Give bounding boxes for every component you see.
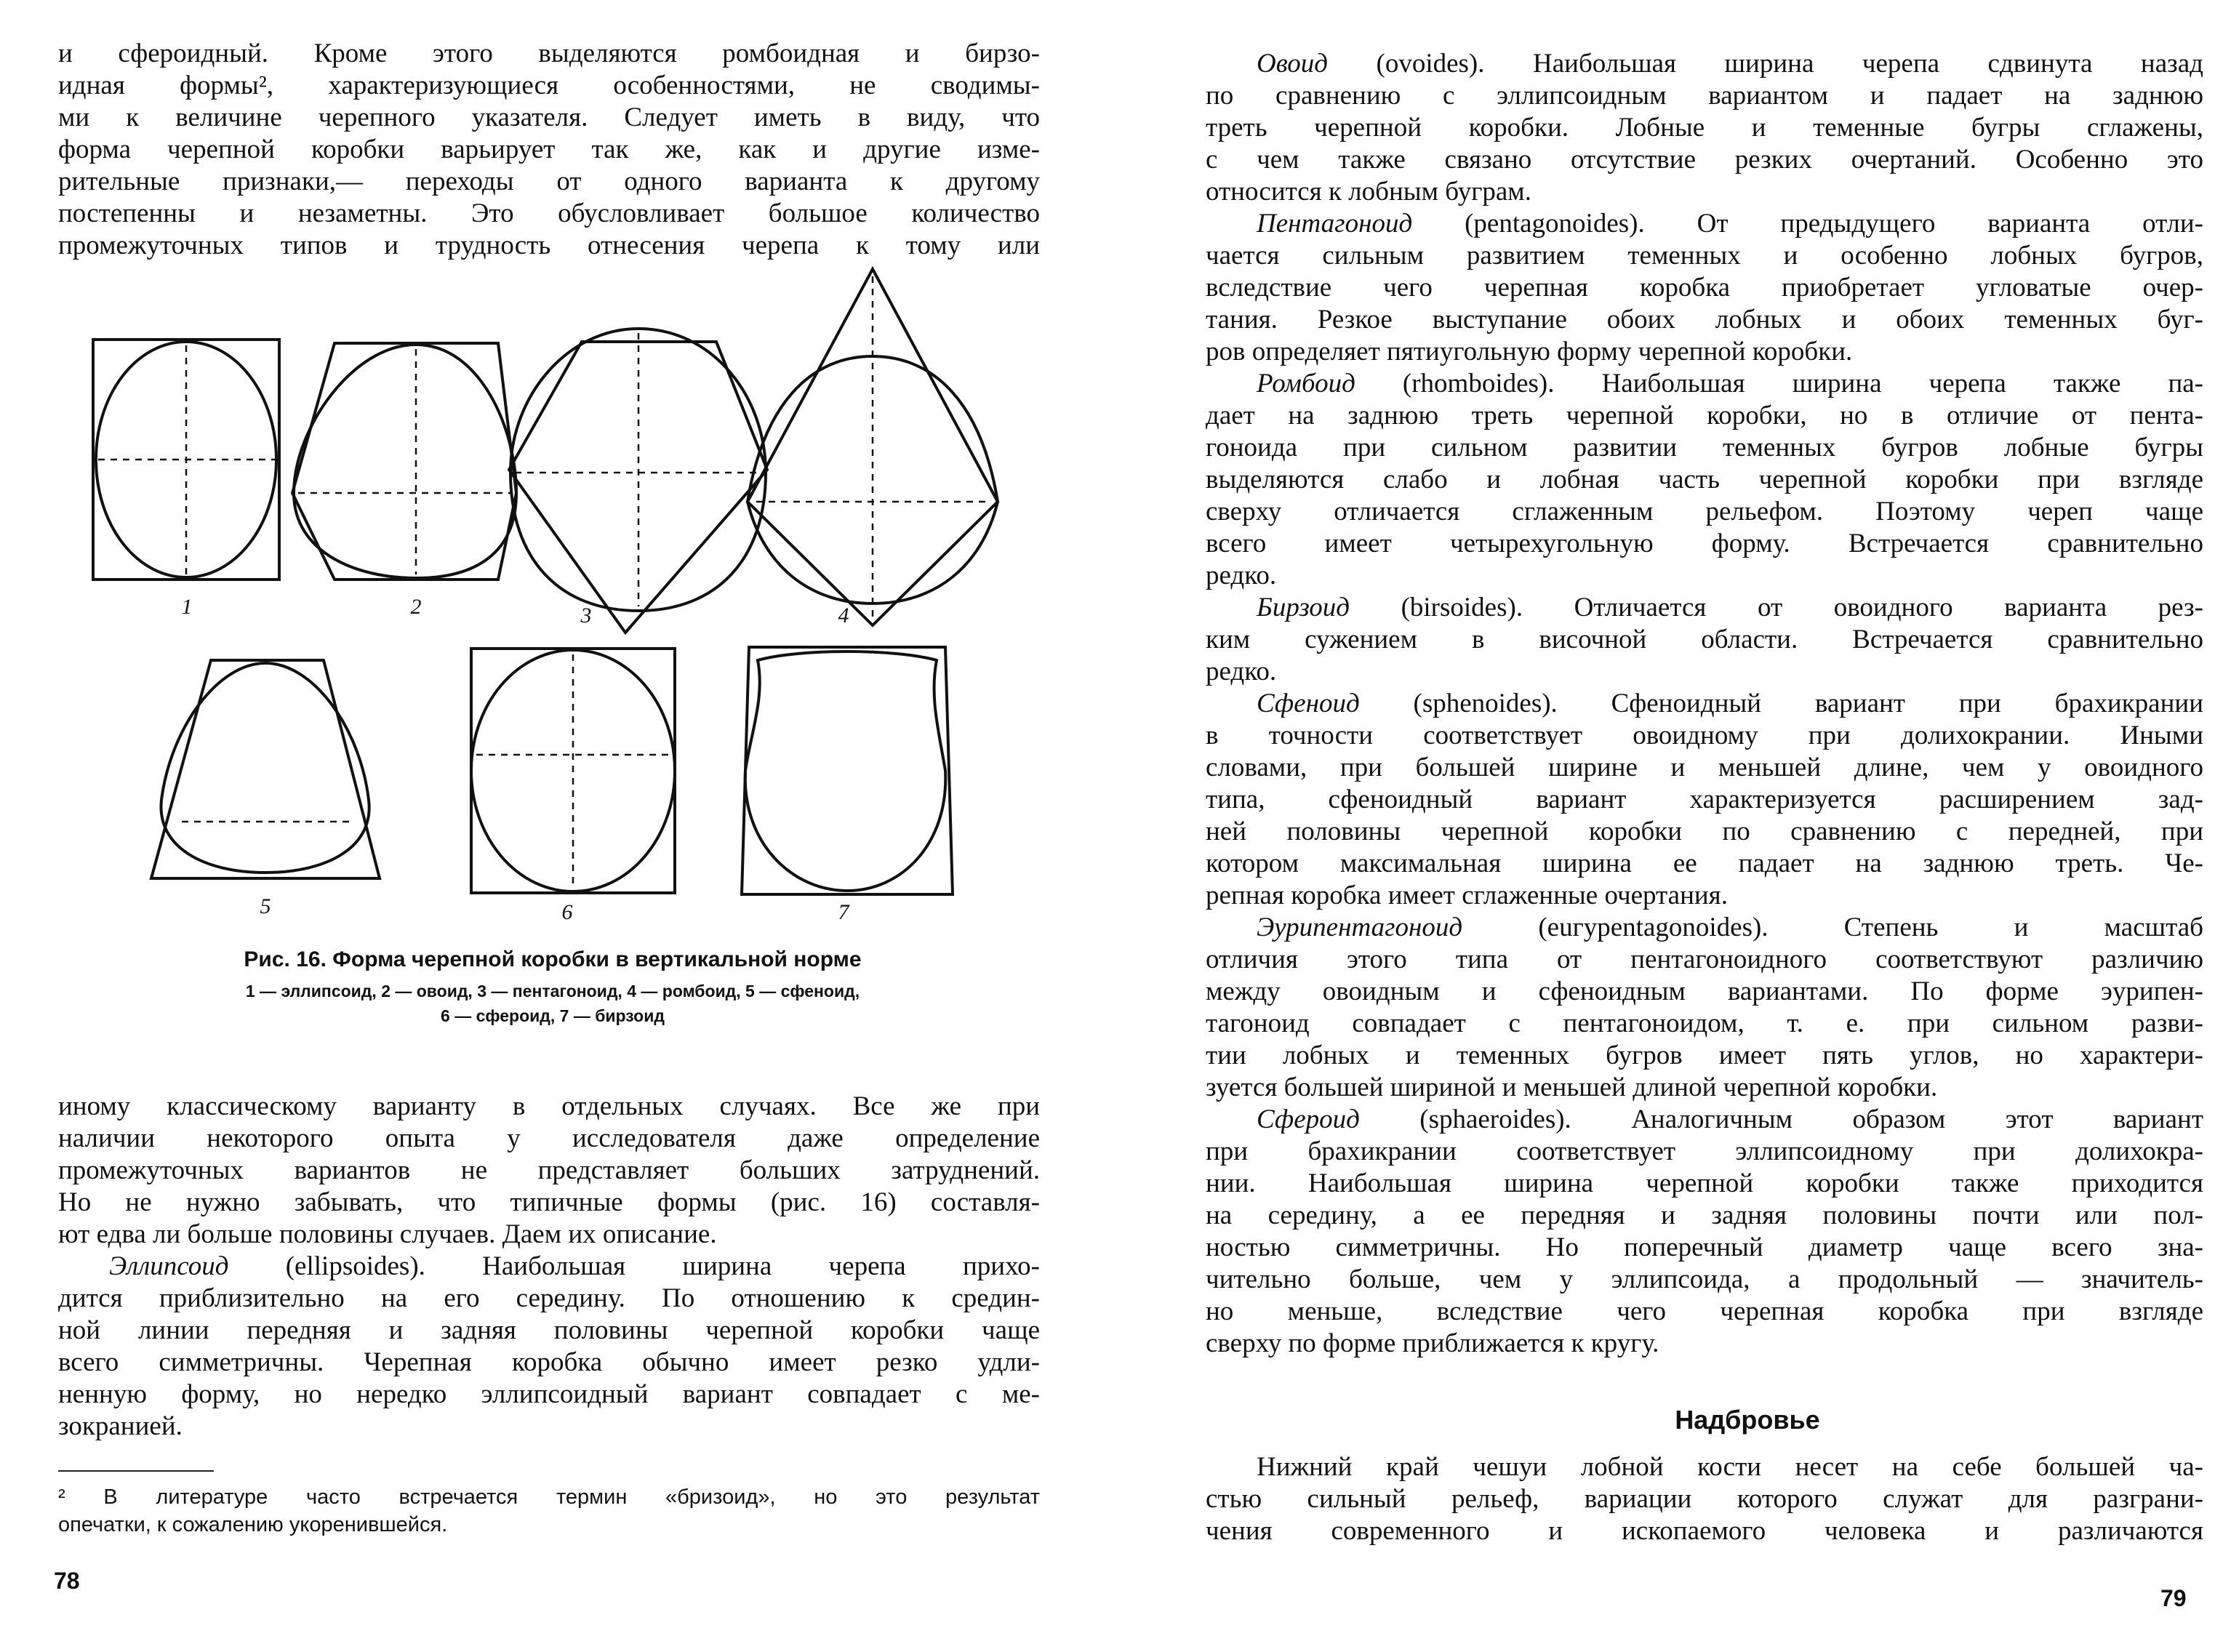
text-line: всего симметричны. Черепная коробка обычно имеет резко удли- xyxy=(58,1347,1040,1377)
section-heading: Надбровье xyxy=(1675,1405,1820,1435)
text-line: идная формы², характеризующиеся особенностями, не сводимы- xyxy=(58,71,1040,100)
text-line: ной линии передняя и задняя половины черепной коробки чаще xyxy=(58,1315,1040,1345)
term-birsoid: Бирзоид xyxy=(1257,593,1350,622)
text-line: тания. Резкое выступание обоих лобных и обоих теменных буг- xyxy=(1206,305,2203,334)
term-ovoid: Овоид xyxy=(1257,49,1329,79)
text-line: ми к величине черепного указателя. Следует иметь в виду, что xyxy=(58,103,1040,132)
text-line: ют едва ли больше половины случаев. Даем их описание. xyxy=(58,1219,717,1249)
text-line: котором максимальная ширина ее падает на заднюю треть. Че- xyxy=(1206,849,2203,878)
text-line: тии лобных и теменных бугров имеет пять углов, но характери- xyxy=(1206,1040,2203,1070)
text-line: словами, при большей ширине и меньшей длине, чем у овоидного xyxy=(1206,753,2203,782)
text-line: дает на заднюю треть черепной коробки, но в отличие от пента- xyxy=(1206,401,2203,430)
figure-number: 3 xyxy=(580,604,592,627)
text-line: стью сильный рельеф, вариации которого служат для разграни- xyxy=(1206,1484,2203,1514)
page-number-right: 79 xyxy=(2160,1585,2187,1611)
text-line: между овоидным и сфеноидным вариантами. По форме эурипен- xyxy=(1206,977,2203,1006)
shape-pentagonoid xyxy=(509,329,767,633)
text-line: сверху по форме приближается к кругу. xyxy=(1206,1328,1659,1358)
text-line: относится к лобным буграм. xyxy=(1206,177,1531,206)
text-line: постепенны и незаметны. Это обусловливает большое количество xyxy=(58,199,1040,228)
term-rhomboid: Ромбоид xyxy=(1257,369,1355,398)
term-eurypentagonoid: Эурипентагоноид xyxy=(1257,913,1463,942)
paragraph-eurypentagonoid-first-line: Эурипентагоноид (euгуpentagonoides). Степень и масштаб xyxy=(1257,913,2203,942)
text-line: наличии некоторого опыта у исследователя даже определение xyxy=(58,1123,1040,1153)
text-line: чительно больше, чем у эллипсоида, а продольный — значитель- xyxy=(1206,1264,2203,1294)
text-line: ким сужением в височной области. Встречается сравнительно xyxy=(1206,625,2203,654)
text-line: тагоноид совпадает с пентагоноидом, т. е. при сильном разви- xyxy=(1206,1009,2203,1038)
right-page xyxy=(1111,0,2223,1652)
text-line: промежуточных вариантов не представляет больших затруднений. xyxy=(58,1155,1040,1185)
text-line: рительные признаки,— переходы от одного варианта к другому xyxy=(58,167,1040,196)
text-line: дится приблизительно на его середину. По отношению к средин- xyxy=(58,1283,1040,1313)
term-sphenoid: Сфеноид xyxy=(1257,689,1360,718)
text-line: промежуточных типов и трудность отнесения черепа к тому или xyxy=(58,230,1040,260)
text-line: зуется большей шириной и меньшей длиной черепной коробки. xyxy=(1206,1072,1938,1102)
paragraph-birsoid-first-line: Бирзоид (birsoides). Отличается от овоидного варианта рез- xyxy=(1257,593,2203,622)
text-line: ностью симметричны. Но поперечный диаметр чаще всего зна- xyxy=(1206,1232,2203,1262)
text-line: отличия этого типа от пентагоноидного соответствуют различию xyxy=(1206,945,2203,974)
shape-sphenoid xyxy=(151,660,380,878)
text-line: сверху отличается сглаженным рельефом. Поэтому череп чаще xyxy=(1206,497,2203,526)
text-line: вследствие чего черепная коробка приобретает угловатые очер- xyxy=(1206,273,2203,302)
figure-number: 1 xyxy=(181,595,193,619)
figure-number: 7 xyxy=(838,900,849,924)
text-line: ненную форму, но нередко эллипсоидный вариант совпадает с ме- xyxy=(58,1379,1040,1409)
paragraph-sphaeroid-first-line: Сфероид (sphaeroides). Аналогичным образом этот вариант xyxy=(1257,1104,2203,1134)
text-line: треть черепной коробки. Лобные и теменные бугры сглажены, xyxy=(1206,113,2203,143)
text-line: форма черепной коробки варьирует так же, как и другие изме- xyxy=(58,135,1040,164)
figure-number: 2 xyxy=(410,595,422,619)
text-line: чается сильным развитием теменных и особенно лобных бугров, xyxy=(1206,241,2203,270)
footnote-rule xyxy=(58,1470,214,1472)
text-line: при брахикрании соответствует эллипсоидному при долихокра- xyxy=(1206,1136,2203,1166)
text-line: и сфероидный. Кроме этого выделяются ромбоидная и бирзо- xyxy=(58,39,1040,68)
text-line: на середину, а ее передняя и задняя половины почти или пол- xyxy=(1206,1200,2203,1230)
term-sphaeroid: Сфероид xyxy=(1257,1104,1360,1134)
skull-shapes-figure xyxy=(73,262,1033,1054)
text-line: зокранией. xyxy=(58,1411,183,1441)
text-line: редко. xyxy=(1206,657,1277,686)
text-line: нии. Наибольшая ширина черепной коробки также приходится xyxy=(1206,1168,2203,1198)
figure-caption-title: Рис. 16. Форма черепной коробки в вертикальной норме xyxy=(244,947,862,971)
text-line: в точности соответствует овоидному при долихокрании. Иными xyxy=(1206,721,2203,750)
text-line: типа, сфеноидный вариант характеризуется расширением зад- xyxy=(1206,785,2203,814)
text-line: всего имеет четырехугольную форму. Встречается сравнительно xyxy=(1206,529,2203,558)
text-line: ней половины черепной коробки по сравнению с передней, при xyxy=(1206,817,2203,846)
figure-number: 5 xyxy=(260,894,271,918)
text-line: репная коробка имеет сглаженные очертания. xyxy=(1206,881,1728,910)
text-line: с чем также связано отсутствие резких очертаний. Особенно это xyxy=(1206,145,2203,175)
text-line: ров определяет пятиугольную форму черепной коробки. xyxy=(1206,337,1853,366)
text-line: Нижний край чешуи лобной кости несет на себе большей ча- xyxy=(1257,1452,2203,1482)
text-line: гоноида при сильном развитии теменных бугров лобные бугры xyxy=(1206,433,2203,462)
paragraph-rhomboid-first-line: Ромбоид (rhomboides). Наибольшая ширина черепа также па- xyxy=(1257,369,2203,398)
skull-shapes-drawing xyxy=(73,262,1033,1054)
shape-ovoid xyxy=(292,343,516,580)
text-line: но меньше, вследствие чего черепная коробка при взгляде xyxy=(1206,1296,2203,1326)
text-line: редко. xyxy=(1206,561,1277,590)
text-line: выделяются слабо и лобная часть черепной коробки при взгляде xyxy=(1206,465,2203,494)
text-line: Но не нужно забывать, что типичные формы (рис. 16) составля- xyxy=(58,1187,1040,1217)
text-line: по сравнению с эллипсоидным вариантом и падает на заднюю xyxy=(1206,81,2203,111)
paragraph-ovoid-first-line: Овоид (ovoides). Наибольшая ширина черепа сдвинута назад xyxy=(1257,49,2203,79)
page-number-left: 78 xyxy=(54,1568,80,1594)
paragraph-ellipsoid-first-line: Эллипсоид (ellipsoides). Наибольшая ширина черепа прихо- xyxy=(109,1251,1040,1281)
shape-ellipsoid xyxy=(93,340,279,580)
shape-birsoid xyxy=(742,647,953,894)
shape-sphaeroid xyxy=(471,649,675,893)
term-pentagonoid: Пентагоноид xyxy=(1257,209,1413,238)
figure-caption-legend: 1 — эллипсоид, 2 — овоид, 3 — пентагоноид, 4 — ромбоид, 5 — сфеноид, xyxy=(245,982,860,1001)
figure-number: 4 xyxy=(838,604,849,627)
paragraph-pentagonoid-first-line: Пентагоноид (pentagonoides). От предыдущего варианта отли- xyxy=(1257,209,2203,238)
footnote-line: опечатки, к сожалению укоренившейся. xyxy=(58,1513,448,1536)
text-line: иному классическому варианту в отдельных случаях. Все же при xyxy=(58,1091,1040,1121)
shape-rhomboid xyxy=(748,269,998,625)
paragraph-sphenoid-first-line: Сфеноид (sphenoides). Сфеноидный вариант при брахикрании xyxy=(1257,689,2203,718)
figure-caption-legend: 6 — сфероид, 7 — бирзоид xyxy=(441,1006,665,1025)
term-ellipsoid: Эллипсоид xyxy=(109,1251,229,1281)
left-page xyxy=(0,0,1111,1652)
text-line: чения современного и ископаемого человека и различаются xyxy=(1206,1516,2203,1546)
figure-number: 6 xyxy=(561,900,573,924)
footnote-line: ² В литературе часто встречается термин «бризоид», но это результат xyxy=(58,1485,1040,1509)
